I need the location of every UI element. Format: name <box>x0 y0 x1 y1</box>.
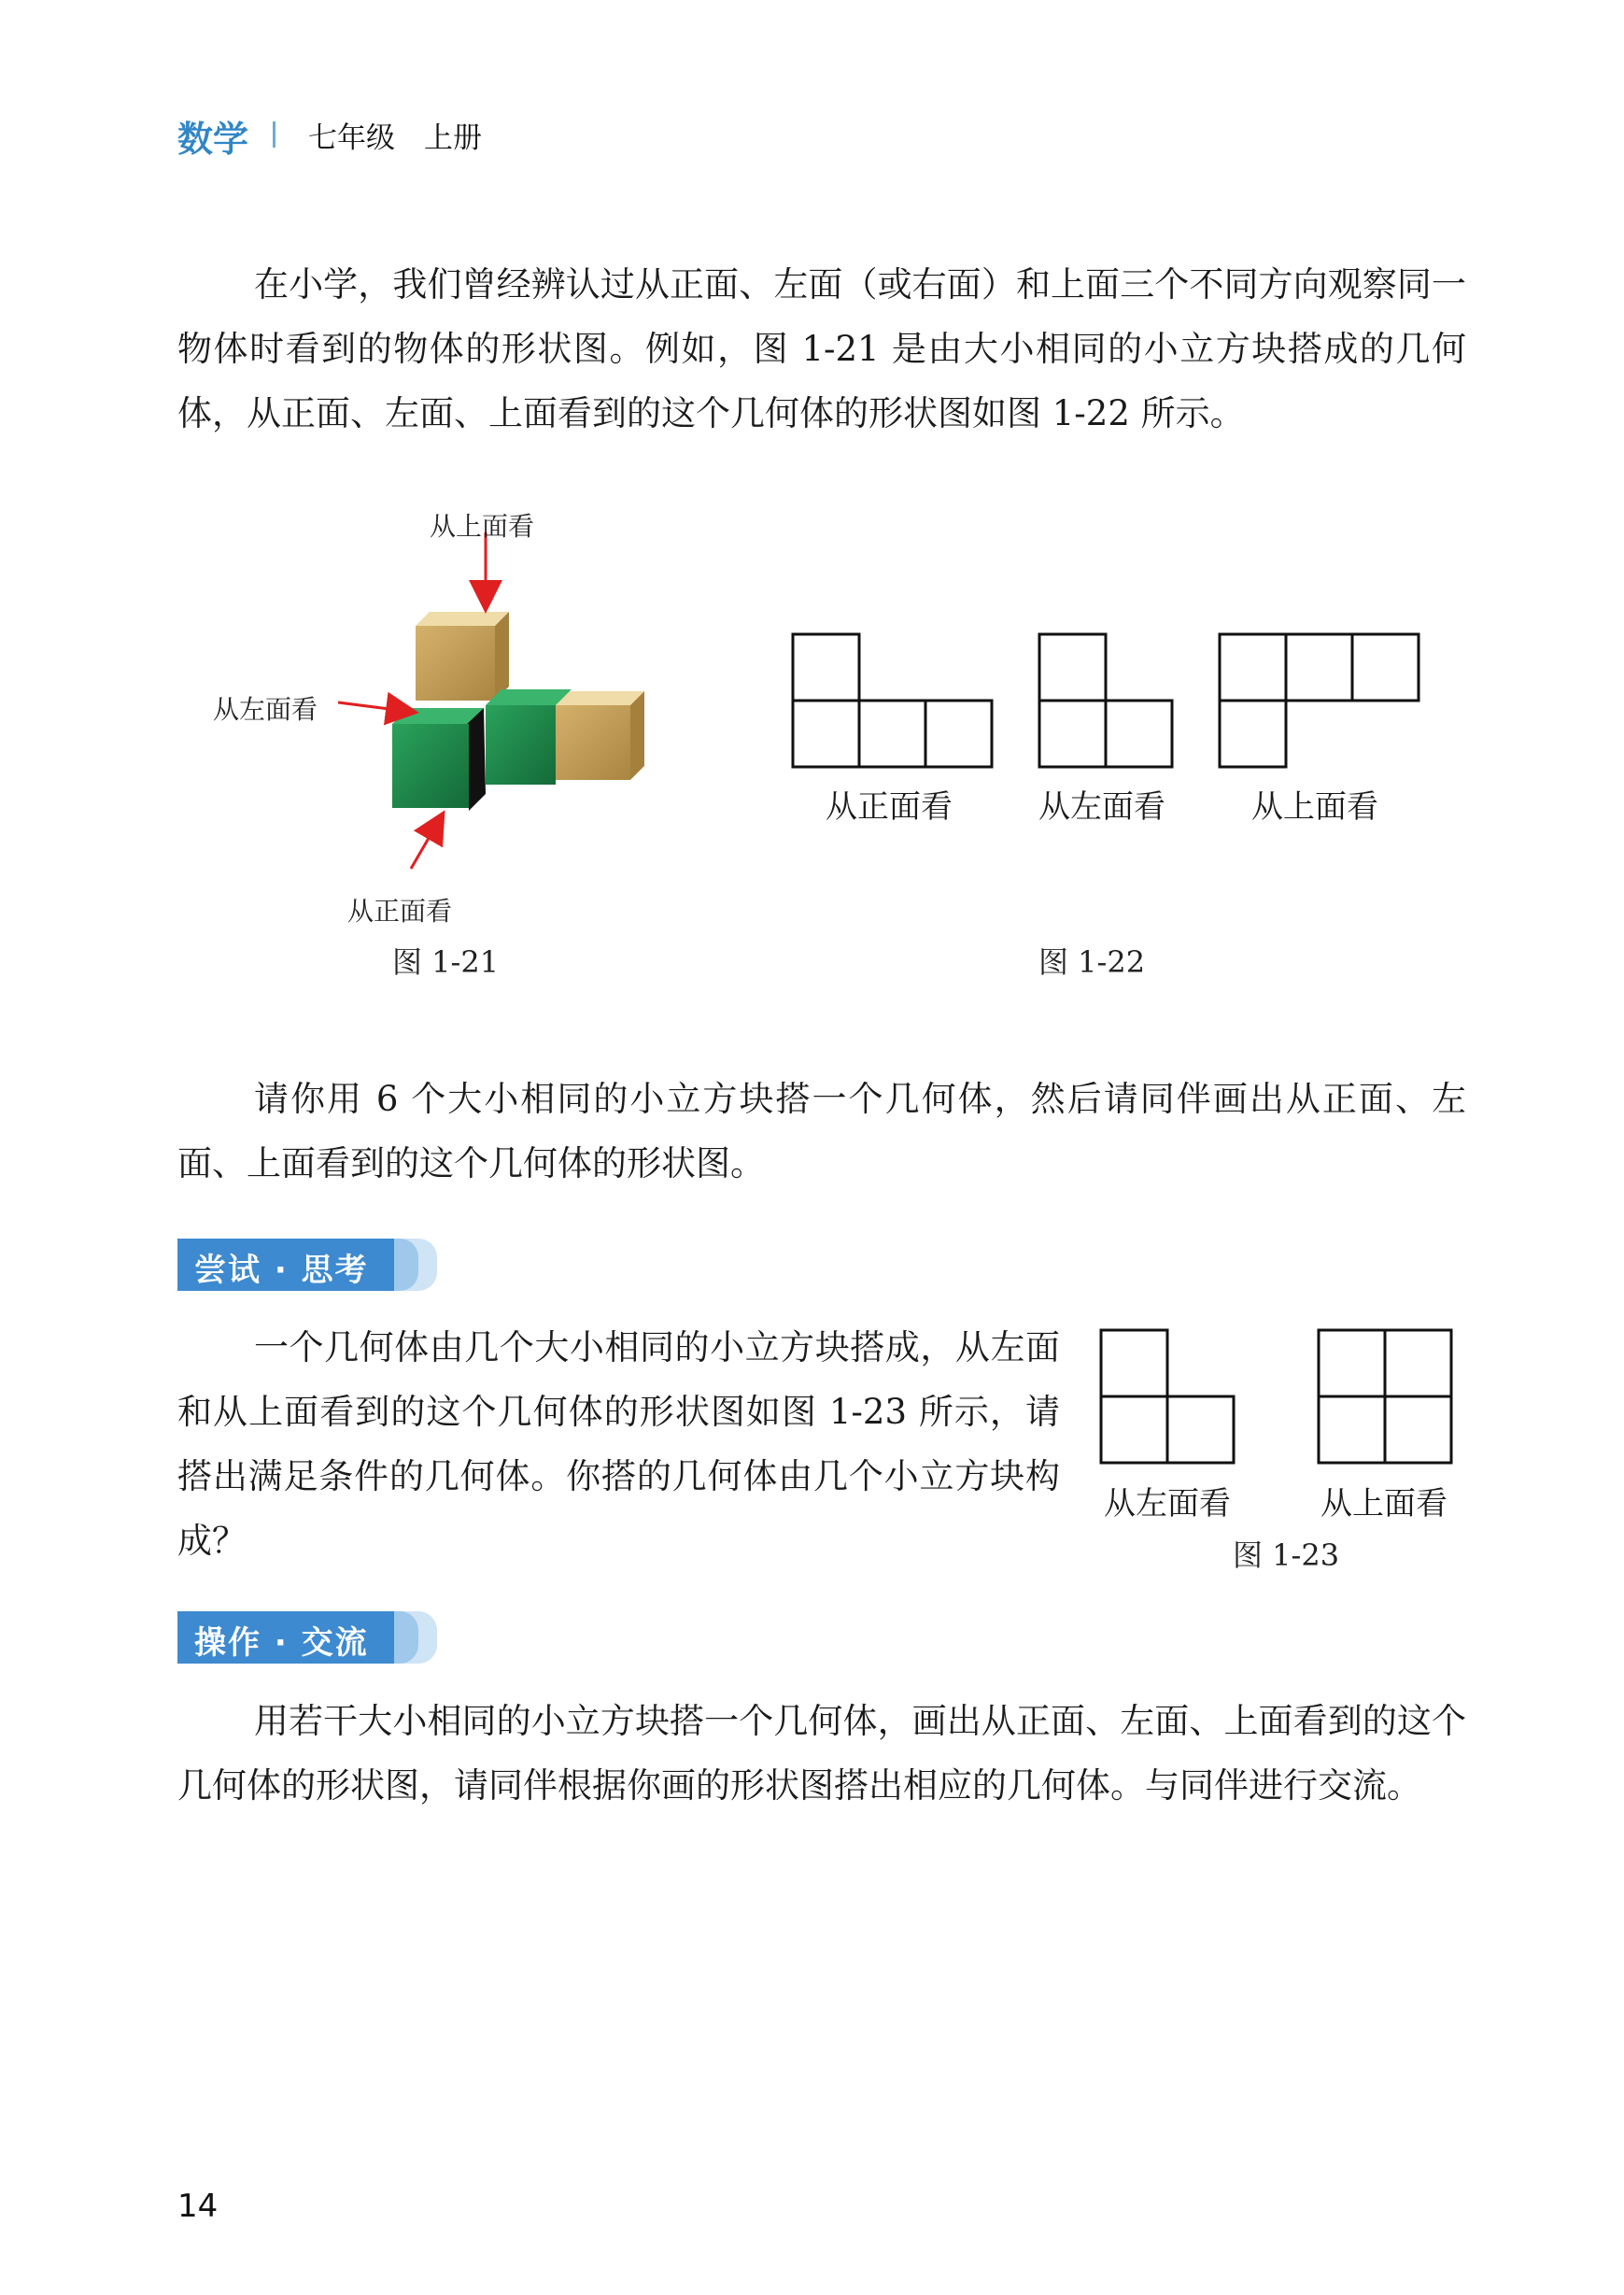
arrow-front <box>411 817 441 869</box>
label-view-top: 从上面看 <box>430 511 535 542</box>
wood-cube-top <box>416 612 509 701</box>
task-paragraph: 请你用 6 个大小相同的小立方块搭一个几何体，然后请同伴画出从正面、左面、上面看到的这个几何体的形状图。 <box>177 1079 1466 1183</box>
operate-paragraph: 用若干大小相同的小立方块搭一个几何体，画出从正面、左面、上面看到的这个几何体的形状图，请同伴根据你画的形状图搭出相应的几何体。与同伴进行交流。 <box>177 1701 1466 1806</box>
figure-1-23-label-left: 从左面看 <box>1104 1485 1231 1523</box>
section-title-try-think: 尝试 · 思考 <box>194 1252 369 1289</box>
green-cube-front <box>392 708 486 811</box>
wood-cube-right <box>551 691 644 780</box>
intro-paragraph: 在小学，我们曾经辨认过从正面、左面（或右面）和上面三个不同方向观察同一物体时看到的物体的形状图。例如，图 1-21 是由大小相同的小立方块搭成的几何体，从正面、左面、上面看到的这个几何体的形状图如图 1-22 所示。 <box>177 264 1466 433</box>
front-view-grid <box>793 634 992 767</box>
section-title-operate: 操作 · 交流 <box>194 1624 369 1662</box>
figure-1-21-caption: 图 1-21 <box>392 944 500 980</box>
header-grade: 七年级 上册 <box>308 121 482 155</box>
figure-1-22-caption: 图 1-22 <box>1038 944 1146 980</box>
figure-1-22-label-top: 从上面看 <box>1251 788 1378 826</box>
figure-1-22-label-left: 从左面看 <box>1038 788 1165 826</box>
label-view-left: 从左面看 <box>213 694 318 725</box>
figure-1-22-views <box>784 626 1438 775</box>
left-view-grid <box>1039 634 1172 767</box>
figure-1-23-views <box>1093 1322 1466 1471</box>
page-number: 14 <box>177 2188 219 2225</box>
left-view-grid-1-23 <box>1101 1330 1234 1463</box>
figure-1-23-caption: 图 1-23 <box>1233 1537 1340 1573</box>
top-view-grid-1-23 <box>1319 1330 1451 1463</box>
try-think-paragraph: 一个几何体由几个大小相同的小立方块搭成，从左面和从上面看到的这个几何体的形状图如图 1-23 所示，请搭出满足条件的几何体。你搭的几何体由几个小立方块构成？ <box>177 1327 1060 1561</box>
top-view-grid <box>1220 634 1419 767</box>
header-separator <box>273 121 275 148</box>
arrow-left <box>338 702 411 712</box>
header-subject: 数学 <box>177 119 249 160</box>
figure-1-22-label-front: 从正面看 <box>826 788 953 826</box>
label-view-front: 从正面看 <box>347 896 453 927</box>
figure-1-23-label-top: 从上面看 <box>1320 1485 1447 1523</box>
